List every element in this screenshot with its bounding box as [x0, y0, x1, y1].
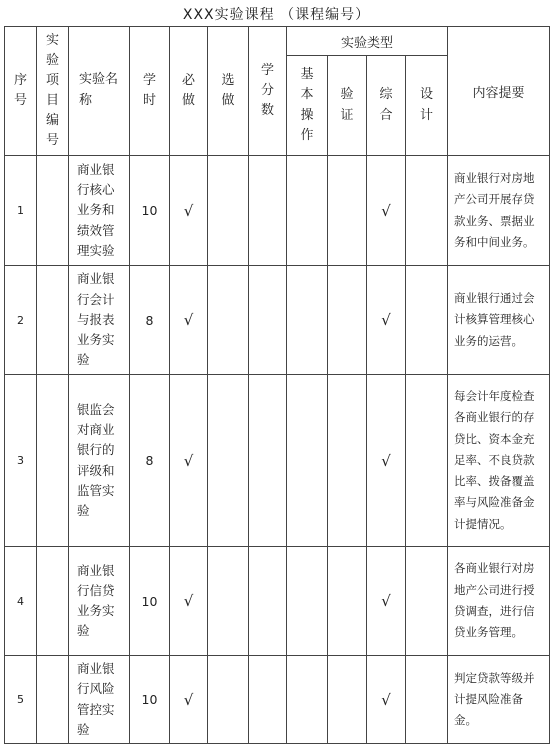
header-type-group: 实验类型 — [287, 27, 448, 56]
row-hours: 10 — [130, 156, 170, 266]
row-credits — [249, 375, 287, 547]
row-credits — [249, 547, 287, 656]
row-required-check: √ — [170, 656, 208, 744]
row-elective — [208, 266, 249, 375]
row-code — [37, 656, 69, 744]
experiment-table — [4, 26, 550, 744]
row-required-check: √ — [170, 547, 208, 656]
row-credits — [249, 266, 287, 375]
row-credits — [249, 656, 287, 744]
row-seq: 3 — [5, 375, 37, 547]
row-name: 银监会对商业银行的评级和监管实验 — [69, 375, 130, 547]
row-comprehensive-check: √ — [367, 156, 406, 266]
row-required-check: √ — [170, 156, 208, 266]
row-basic — [287, 266, 328, 375]
row-summary: 商业银行对房地产公司开展存贷款业务、票据业务和中间业务。 — [448, 156, 550, 266]
row-basic — [287, 656, 328, 744]
table-row — [5, 656, 550, 744]
row-summary: 每会计年度检查各商业银行的存贷比、资本金充足率、不良贷款比率、拨备覆盖率与风险准备金计提情况。 — [448, 375, 550, 547]
row-hours: 8 — [130, 266, 170, 375]
header-name: 实验名称 — [69, 27, 130, 156]
header-row-top — [5, 27, 550, 56]
header-code: 实验项目编号 — [37, 27, 69, 156]
row-verify — [328, 266, 367, 375]
row-name: 商业银行会计与报表业务实验 — [69, 266, 130, 375]
row-seq: 1 — [5, 156, 37, 266]
row-elective — [208, 375, 249, 547]
table-row — [5, 375, 550, 547]
row-design — [406, 156, 448, 266]
row-seq: 2 — [5, 266, 37, 375]
row-code — [37, 375, 69, 547]
row-summary: 商业银行通过会计核算管理核心业务的运营。 — [448, 266, 550, 375]
header-type-comprehensive: 综合 — [367, 56, 406, 156]
row-code — [37, 156, 69, 266]
row-name: 商业银行信贷业务实验 — [69, 547, 130, 656]
row-summary: 判定贷款等级并计提风险准备金。 — [448, 656, 550, 744]
row-comprehensive-check: √ — [367, 266, 406, 375]
table-row — [5, 266, 550, 375]
row-name: 商业银行风险管控实验 — [69, 656, 130, 744]
row-comprehensive-check: √ — [367, 375, 406, 547]
row-verify — [328, 656, 367, 744]
row-basic — [287, 547, 328, 656]
header-summary: 内容提要 — [448, 27, 550, 156]
row-verify — [328, 156, 367, 266]
row-verify — [328, 375, 367, 547]
row-elective — [208, 656, 249, 744]
table-row — [5, 547, 550, 656]
header-hours: 学时 — [130, 27, 170, 156]
row-required-check: √ — [170, 375, 208, 547]
row-seq: 5 — [5, 656, 37, 744]
row-comprehensive-check: √ — [367, 656, 406, 744]
row-elective — [208, 547, 249, 656]
header-type-verify: 验证 — [328, 56, 367, 156]
row-hours: 8 — [130, 375, 170, 547]
header-required: 必做 — [170, 27, 208, 156]
row-design — [406, 266, 448, 375]
header-type-design: 设计 — [406, 56, 448, 156]
course-title: XXX实验课程 （课程编号） — [182, 7, 371, 23]
row-design — [406, 547, 448, 656]
row-basic — [287, 375, 328, 547]
row-code — [37, 547, 69, 656]
row-summary: 各商业银行对房地产公司进行授贷调查，进行信贷业务管理。 — [448, 547, 550, 656]
table-row — [5, 156, 550, 266]
row-name: 商业银行核心业务和绩效管理实验 — [69, 156, 130, 266]
row-code — [37, 266, 69, 375]
row-hours: 10 — [130, 547, 170, 656]
header-type-basic: 基本操作 — [287, 56, 328, 156]
row-credits — [249, 156, 287, 266]
row-elective — [208, 156, 249, 266]
row-hours: 10 — [130, 656, 170, 744]
row-verify — [328, 547, 367, 656]
header-elective: 选做 — [208, 27, 249, 156]
row-design — [406, 375, 448, 547]
row-design — [406, 656, 448, 744]
header-credits: 学分数 — [249, 27, 287, 156]
row-required-check: √ — [170, 266, 208, 375]
row-seq: 4 — [5, 547, 37, 656]
header-seq: 序号 — [5, 27, 37, 156]
row-basic — [287, 156, 328, 266]
row-comprehensive-check: √ — [367, 547, 406, 656]
